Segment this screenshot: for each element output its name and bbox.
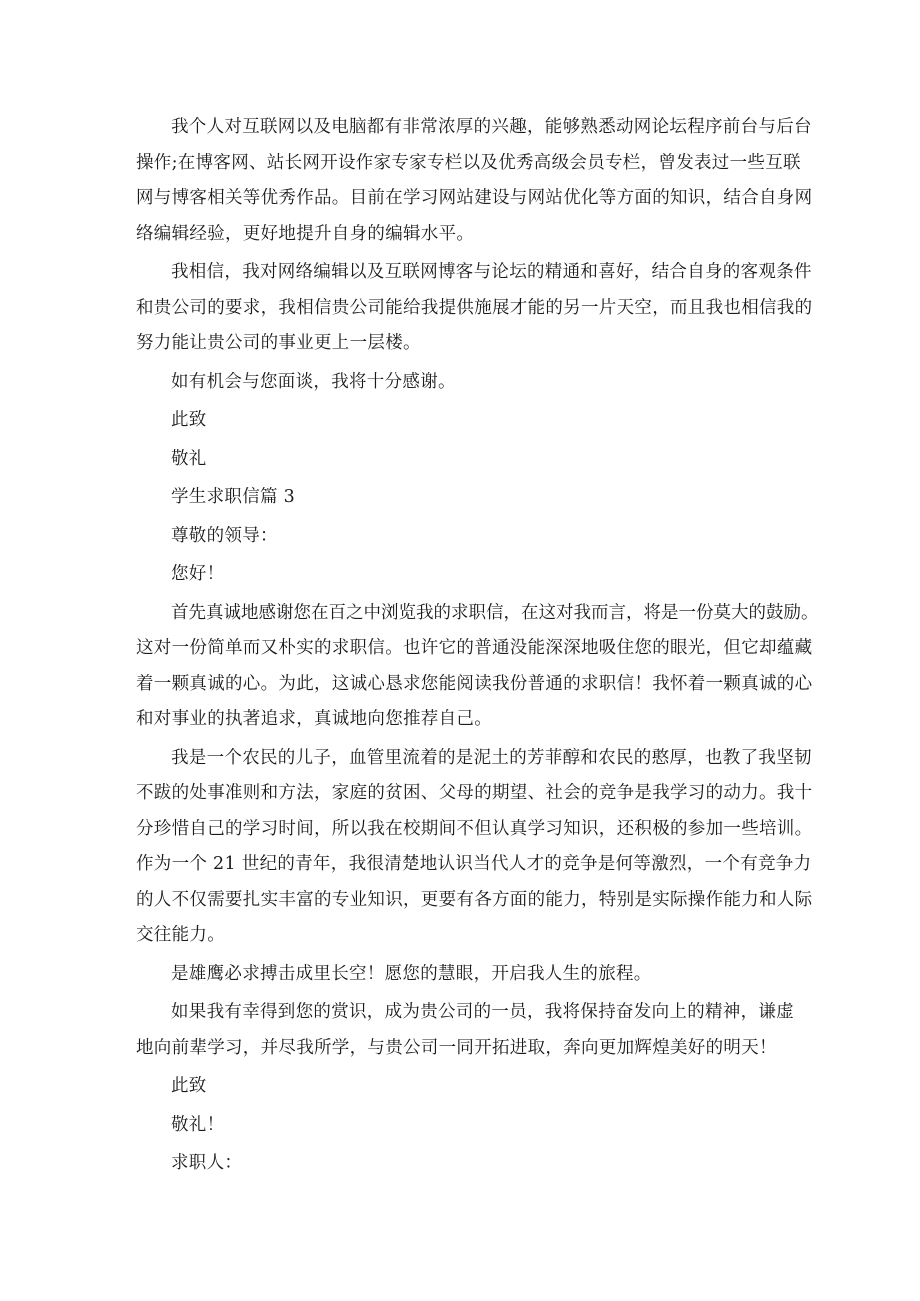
paragraph-commitment	[136, 995, 792, 1066]
paragraph-belief	[136, 255, 813, 362]
text-line: 和对事业的执著追求，真诚地向您推荐自己。	[136, 709, 492, 729]
text-line: 作为一个 21 世纪的青年，我很清楚地认识当代人才的竞争是何等激烈，一个有竞争力	[136, 854, 812, 874]
text-line: 网与博客相关等优秀作品。目前在学习网站建设与网站优化等方面的知识，结合自身网	[136, 188, 813, 208]
section-title: 学生求职信篇 3	[171, 487, 296, 507]
closing-jingli: 敬礼	[171, 448, 207, 469]
text-line: 我相信，我对网络编辑以及互联网博客与论坛的精通和喜好，结合自身的客观条件	[171, 262, 812, 282]
text-line: 地向前辈学习，并尽我所学，与贵公司一同开拓进取，奔向更加辉煌美好的明天！	[136, 1037, 777, 1058]
greeting: 您好！	[171, 564, 225, 584]
paragraph-interview-thanks: 如有机会与您面谈，我将十分感谢。	[171, 371, 456, 392]
text-line: 络编辑经验，更好地提升自身的编辑水平。	[136, 223, 475, 244]
text-line: 的人不仅需要扎实丰富的专业知识，更要有各方面的能力，特别是实际操作能力和人际	[136, 889, 813, 910]
text-line: 努力能让贵公司的事业更上一层楼。	[136, 333, 421, 353]
salutation: 尊敬的领导：	[171, 525, 278, 546]
signature-applicant: 求职人：	[171, 1153, 243, 1173]
document-body	[136, 110, 819, 1185]
closing-cizhi: 此致	[171, 410, 207, 430]
text-line: 着一颗真诚的心。为此，这诚心恳求您能阅读我份普通的求职信！我怀着一颗真诚的心	[136, 673, 813, 694]
text-line: 我是一个农民的儿子，血管里流着的是泥土的芳菲醇和农民的憨厚，也教了我坚韧	[171, 747, 812, 768]
text-line: 这对一份简单而又朴实的求职信。也许它的普通没能深深地吸住您的眼光，但它却蕴藏	[136, 638, 813, 658]
paragraph-background	[136, 741, 813, 954]
text-line: 我个人对互联网以及电脑都有非常浓厚的兴趣，能够熟悉动网论坛程序前台与后台	[171, 117, 812, 137]
paragraph-gratitude	[136, 596, 819, 738]
text-line: 分珍惜自己的学习时间，所以我在校期间不但认真学习知识，还积极的参加一些培训。	[136, 818, 813, 839]
text-line: 不跋的处事准则和方法，家庭的贫困、父母的期望、社会的竞争是我学习的动力。我十	[136, 783, 813, 803]
closing-cizhi-2: 此致	[171, 1076, 207, 1096]
closing-jingli-2: 敬礼！	[171, 1114, 225, 1135]
text-line: 如果我有幸得到您的赏识，成为贵公司的一员，我将保持奋发向上的精神，谦虚	[171, 1002, 794, 1022]
paragraph-eagle: 是雄鹰必求搏击成里长空！愿您的慧眼，开启我人生的旅程。	[171, 963, 652, 984]
text-line: 交往能力。	[136, 925, 225, 945]
text-line: 操作;在博客网、站长网开设作家专家专栏以及优秀高级会员专栏，曾发表过一些互联	[136, 152, 801, 173]
text-line: 首先真诚地感谢您在百之中浏览我的求职信，在这对我而言，将是一份莫大的鼓励。	[171, 602, 819, 623]
text-line: 和贵公司的要求，我相信贵公司能给我提供施展才能的另一片天空，而且我也相信我的	[136, 297, 813, 318]
paragraph-interests	[136, 110, 813, 252]
